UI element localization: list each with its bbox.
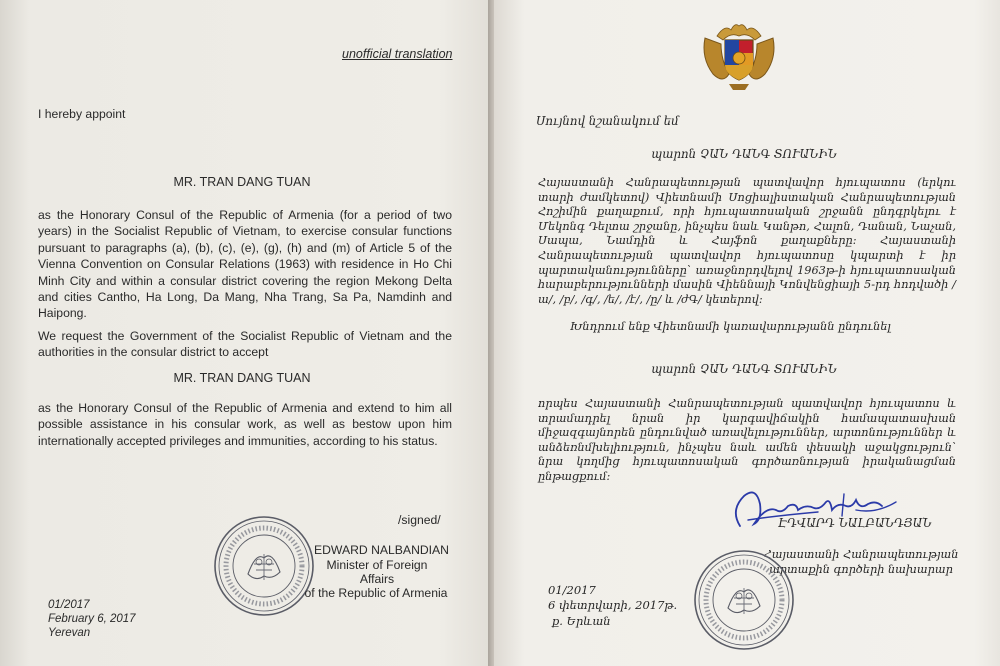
unofficial-translation-header: unofficial translation	[342, 47, 453, 61]
signatory-title-line-1: Minister of Foreign	[326, 558, 428, 572]
appointee-name: MR. TRAN DANG TUAN	[173, 175, 311, 189]
armenian-coat-of-arms-icon	[699, 14, 779, 94]
document-place: Yerevan	[48, 627, 91, 639]
appointee-name-repeat: MR. TRAN DANG TUAN	[173, 371, 311, 385]
armenian-request-line: Խնդրում ենք Վիետնամի կառավարությանն ընդունել	[570, 320, 891, 333]
request-paragraph: We request the Government of the Socialist Republic of Vietnam and the authorities in the consular district to accept	[38, 329, 452, 360]
armenian-signatory-title-line-1: Հայաստանի Հանրապետության	[763, 548, 959, 561]
official-seal-icon	[692, 548, 796, 652]
opening-line: I hereby appoint	[38, 107, 126, 121]
appointment-paragraph: as the Honorary Consul of the Republic of Armenia (for a period of two years) in the Socialist Republic of Vietnam, to exercise consular functions pursuant to paragraphs (a), (b), (c), (e), (g), (h) and (m) of Article 5 of the Vienna Convention on Consular Relations (1963) with residence in Ho Chi Minh City and within a consular district covering the region Mekong Delta and cities Cantho, Ha Long, Da Mang, Nha Trang, Sa Pa, Namdinh and Haipong.	[38, 208, 452, 321]
signed-mark: /signed/	[398, 513, 441, 527]
armenian-signatory-name: ԷԴՎԱՐԴ ՆԱԼԲԱՆԴՅԱՆ	[778, 516, 932, 530]
right-page-armenian	[494, 0, 1000, 666]
armenian-document-number: 01/2017	[548, 583, 596, 597]
document-date: February 6, 2017	[48, 613, 136, 625]
signatory-name: EDWARD NALBANDIAN	[314, 543, 449, 557]
armenian-appointment-paragraph: Հայաստանի Հանրապետության պատվավոր հյուպատոս (երկու տարի ժամկետով) Վիետնամի Սոցիալիստական Հանրապետության Հոշիմին քաղաքում, որի հյուպատոսական շրջանն ընդգրկելու է Մեկոնգ Դելտա շրջանը, ինչպես նաև Կանթո, Հալոն, Դանան, Նաչան, Սապա, Նամդին և Հայֆոն քաղաքները: Հայաստանի Հանրապետության պատվավոր հյուպատոսը կպարտի է իր պարտականությունները՝ առաջնորդվելով 1963թ-ի հյուպատոսական հարաբերությունների մասին Վիեննայի Կոնվենցիայի 5-րդ հոդվածի /ա/, /բ/, /գ/, /ե/, /է/, /ը/ և /ժԳ/ կետերով:	[538, 176, 956, 306]
left-page-english	[0, 0, 488, 666]
official-seal-icon	[212, 514, 316, 618]
armenian-signatory-title-line-2: արտաքին գործերի նախարար	[769, 563, 953, 576]
armenian-document-date: 6 փետրվարի, 2017թ.	[548, 598, 678, 612]
armenian-appointee-name-repeat: պարոն ՉԱՆ ԴԱՆԳ ՏՈՒԱՆԻՆ	[651, 362, 837, 376]
assistance-paragraph: as the Honorary Consul of the Republic of Armenia and extend to him all possible assistance in his consular work, as well as bestow upon him internationally accepted privileges and immunities, according to his status.	[38, 401, 452, 448]
armenian-opening-line: Սույնով նշանակում եմ	[536, 114, 679, 128]
document-number: 01/2017	[48, 599, 90, 611]
signatory-title-line-2: Affairs	[359, 572, 395, 586]
armenian-document-place: ք. Երևան	[552, 614, 611, 628]
armenian-assistance-paragraph: որպես Հայաստանի Հանրապետության պատվավոր հյուպատոս և տրամադրել նրան իր կարգավիճակին համապատասխան միջազգայնորեն ընդունված առավելություններ, արտոնություններ և անձեռնմխելիություն, ինչպես նաև ամեն փեսակի աջակցություն՝ նրա կողմից հյուպատոսական գործառնության իրականացման ընթացքում:	[538, 397, 956, 483]
signatory-title-line-3: of the Republic of Armenia	[304, 586, 448, 600]
armenian-appointee-name: պարոն ՉԱՆ ԴԱՆԳ ՏՈՒԱՆԻՆ	[651, 147, 837, 161]
